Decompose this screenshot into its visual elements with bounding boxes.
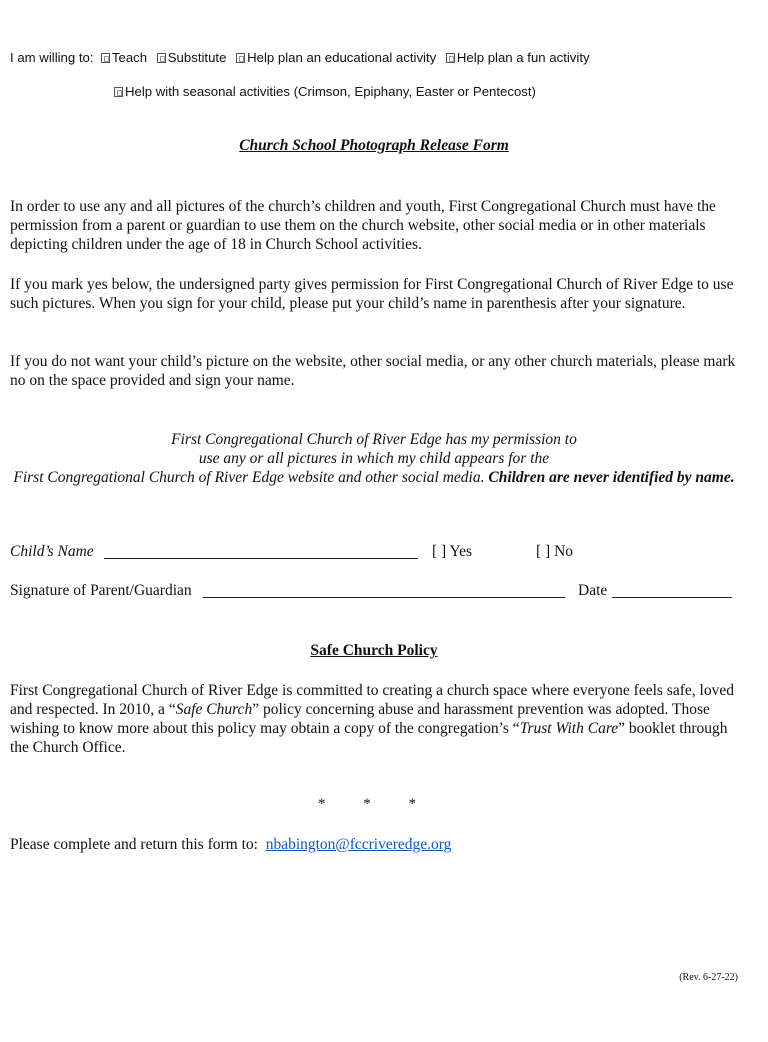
signature-field[interactable] [203, 582, 565, 598]
permission-line-3: First Congregational Church of River Edge website and other social media. [13, 469, 485, 486]
permission-statement [0, 430, 748, 487]
policy-text-a: First Congregational Church of River Edge is committed to creating a church space where everyone feels safe, loved and respected. In 2010, a “ [10, 682, 734, 718]
return-instructions [10, 836, 451, 854]
checkbox-icon[interactable] [114, 87, 123, 97]
safe-church-paragraph [10, 681, 750, 757]
option-teach[interactable]: Teach [101, 50, 147, 65]
option-seasonal[interactable]: Help with seasonal activities (Crimson, Epiphany, Easter or Pentecost) [114, 84, 536, 99]
checkbox-icon[interactable] [446, 53, 455, 63]
release-paragraph-1: In order to use any and all pictures of the church’s children and youth, First Congregational Church must have the permission from a parent or guardian to use them on the church website, other social media or in other materials depicting children under the age of 18 in Church School activities. [10, 198, 716, 253]
policy-safe-church: Safe Church [175, 701, 253, 718]
date-label: Date [578, 582, 608, 599]
checkbox-icon[interactable] [101, 53, 110, 63]
permission-line-1: First Congregational Church of River Edge has my permission to [171, 431, 577, 448]
separator-stars: * * * [318, 796, 416, 812]
checkbox-icon[interactable] [157, 53, 166, 63]
policy-text-b: ” policy concerning abuse and harassment prevention was adopted. Those wishing to know more about this policy may obtain a copy of the congregation’s “ [10, 701, 710, 737]
email-link[interactable]: nbabington@fccriveredge.org [265, 836, 452, 853]
yes-option[interactable]: [ ] Yes [432, 543, 473, 560]
child-name-field[interactable] [104, 543, 418, 559]
date-field[interactable] [612, 582, 732, 598]
release-paragraph-2: If you mark yes below, the undersigned party gives permission for First Congregational Church of River Edge to use such pictures. When you sign for your child, please put your child’s name in parenthesis after your signature. [10, 276, 734, 312]
release-paragraph-3: If you do not want your child’s picture on the website, other social media, or any other church materials, please mark no on the space provided and sign your name. [10, 353, 736, 389]
child-name-label: Child’s Name [10, 543, 94, 560]
policy-text-c: ” booklet through the Church Office. [10, 720, 728, 756]
revision-date: (Rev. 6-27-22) [679, 972, 738, 983]
option-fun[interactable]: Help plan a fun activity [446, 50, 590, 65]
return-text: Please complete and return this form to: [10, 836, 258, 853]
checkbox-icon[interactable] [236, 53, 245, 63]
signature-label: Signature of Parent/Guardian [10, 582, 192, 599]
release-form-title: Church School Photograph Release Form [239, 137, 509, 154]
permission-line-2: use any or all pictures in which my child appears for the [198, 450, 550, 467]
safe-church-title: Safe Church Policy [310, 642, 438, 659]
willing-options-row [10, 50, 596, 65]
policy-trust-with-care: Trust With Care [519, 720, 619, 737]
willing-lead: I am willing to: [10, 50, 94, 65]
no-option[interactable]: [ ] No [536, 543, 574, 560]
option-substitute[interactable]: Substitute [157, 50, 227, 65]
permission-bold: Children are never identified by name. [488, 469, 735, 486]
option-educational[interactable]: Help plan an educational activity [236, 50, 436, 65]
